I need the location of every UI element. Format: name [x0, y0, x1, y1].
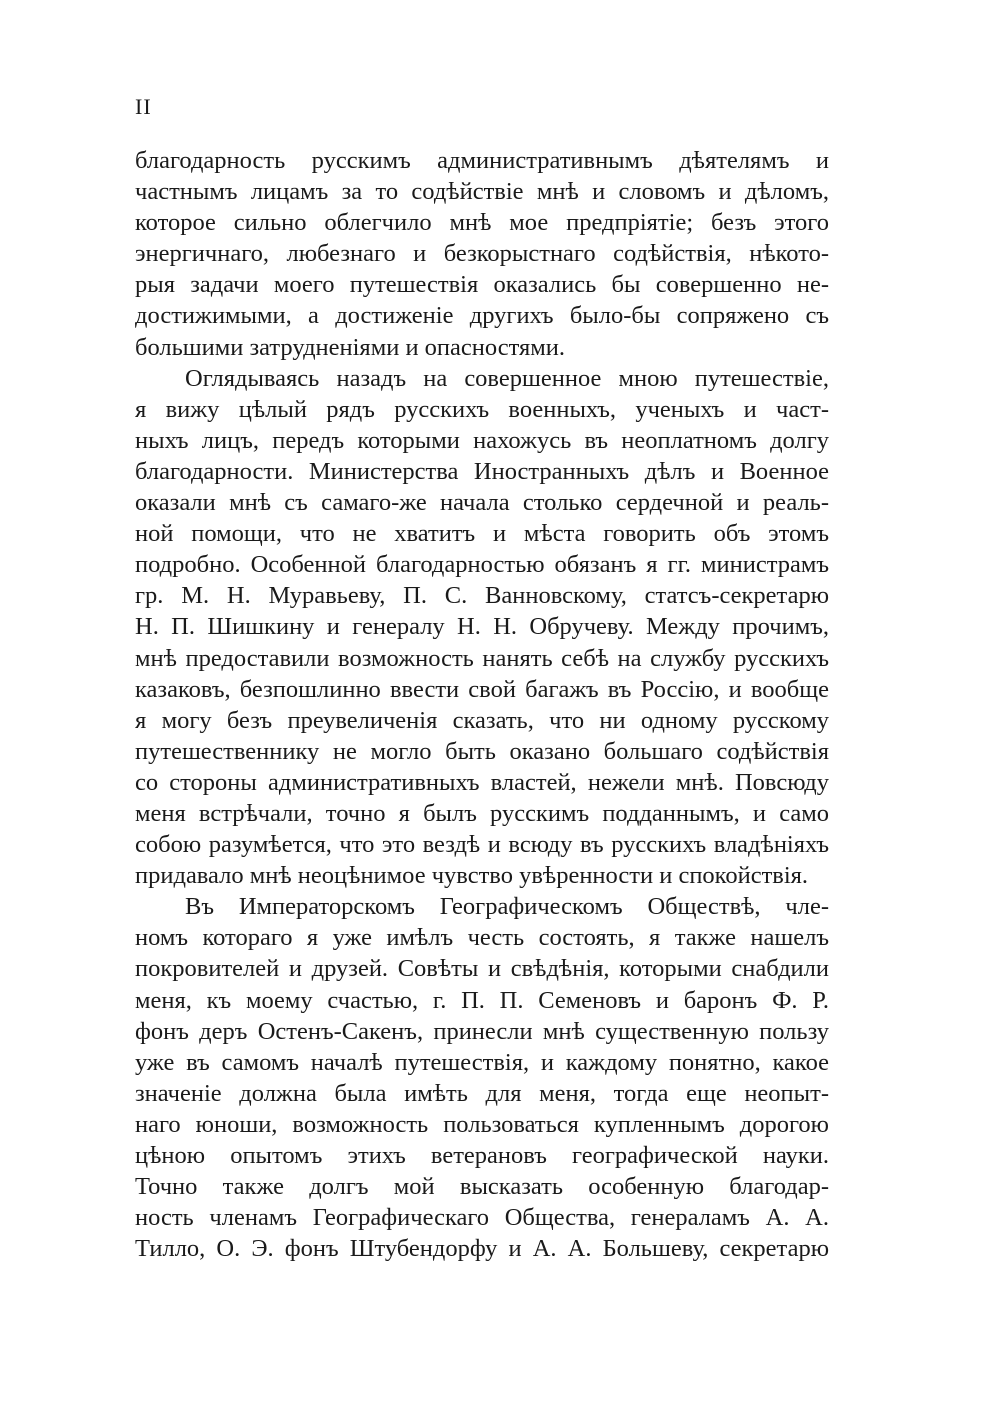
text-line: меня встрѣчали, точно я былъ русскимъ подданнымъ, и само: [135, 799, 829, 827]
text-line: частнымъ лицамъ за то содѣйствіе мнѣ и словомъ и дѣломъ,: [135, 178, 829, 206]
text-line: Въ Императорскомъ Географическомъ Обществѣ, чле-: [185, 893, 829, 921]
text-line: благодарность русскимъ административнымъ дѣятелямъ и: [135, 147, 829, 174]
text-line: со стороны административныхъ властей, нежели мнѣ. Повсюду: [135, 768, 829, 796]
text-line: Оглядываясь назадъ на совершенное мною путешествіе,: [185, 364, 829, 392]
text-line: Тилло, О. Э. фонъ Штубендорфу и А. А. Большеву, секретарю: [135, 1235, 829, 1263]
text-line: цѣною опытомъ этихъ ветерановъ географической науки.: [135, 1142, 829, 1169]
text-line: уже въ самомъ началѣ путешествія, и каждому понятно, какое: [135, 1048, 829, 1076]
text-line: я вижу цѣлый рядъ русскихъ военныхъ, ученыхъ и част-: [135, 395, 829, 423]
text-line: придавало мнѣ неоцѣнимое чувство увѣренности и спокойствія.: [135, 862, 809, 890]
body-text: [135, 145, 829, 1264]
text-line: путешественнику не могло быть оказано большаго содѣйствія: [135, 737, 829, 765]
text-line: номъ котораго я уже имѣлъ честь состоять, я также нашелъ: [135, 924, 829, 952]
text-line: казаковъ, безпошлинно ввести свой багажъ въ Россію, и вообще: [135, 675, 829, 703]
text-line: мнѣ предоставили возможность нанять себѣ на службу русскихъ: [135, 644, 829, 672]
text-line: меня, къ моему счастью, г. П. П. Семеновъ и баронъ Ф. Р.: [135, 986, 829, 1014]
text-line: подробно. Особенной благодарностью обязанъ я гг. министрамъ: [135, 551, 829, 579]
page-number: II: [135, 94, 152, 119]
text-line: Н. П. Шишкину и генералу Н. Н. Обручеву. Между прочимъ,: [135, 613, 829, 641]
text-line: собою разумѣется, что это вездѣ и всюду въ русскихъ владѣніяхъ: [135, 831, 829, 859]
text-line: покровителей и друзей. Совѣты и свѣдѣнія, которыми снабдили: [135, 955, 829, 983]
text-line: Точно также долгъ мой высказать особенную благодар-: [135, 1173, 829, 1201]
text-line: достижимыми, а достиженіе другихъ было-бы сопряжено съ: [135, 302, 829, 330]
text-line: фонъ деръ Остенъ-Сакенъ, принесли мнѣ существенную пользу: [135, 1017, 829, 1045]
text-line: которое сильно облегчило мнѣ мое предпріятіе; безъ этого: [135, 209, 829, 237]
text-line: оказали мнѣ съ самаго-же начала столько сердечной и реаль-: [135, 489, 829, 517]
text-line: гр. М. Н. Муравьеву, П. С. Ванновскому, статсъ-секретарю: [135, 582, 829, 610]
text-line: большими затрудненіями и опасностями.: [135, 333, 566, 361]
text-line: наго юноши, возможность пользоваться купленнымъ дорогою: [135, 1110, 829, 1138]
text-line: энергичнаго, любезнаго и безкорыстнаго содѣйствія, нѣкото-: [135, 240, 829, 268]
text-line: я могу безъ преувеличенія сказать, что ни одному русскому: [135, 706, 829, 734]
text-line: ныхъ лицъ, передъ которыми нахожусь въ неоплатномъ долгу: [135, 426, 829, 454]
text-line: ной помощи, что не хватитъ и мѣста говорить объ этомъ: [135, 520, 829, 548]
text-line: ность членамъ Географическаго Общества, генераламъ А. А.: [135, 1204, 829, 1232]
text-line: значеніе должна была имѣть для меня, тогда еще неопыт-: [135, 1079, 829, 1107]
text-line: рыя задачи моего путешествія оказались бы совершенно не-: [135, 271, 829, 299]
text-line: благодарности. Министерства Иностранныхъ дѣлъ и Военное: [135, 457, 829, 485]
